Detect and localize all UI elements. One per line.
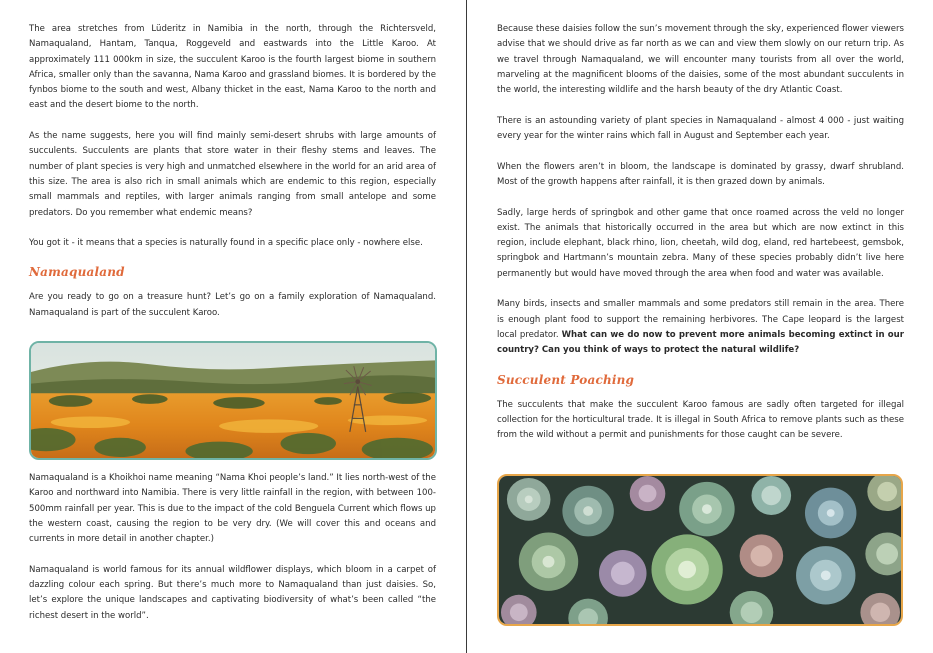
right-paragraph-extinct-animals: Sadly, large herds of springbok and other game that once roamed across the veld no longer exist. The animals that historically occurred in the area but which are now extinct in this region, include elephant, black rhino, lion, cheetah, wild dog, eland, red hartebeest, gemsbok, springbok and Hartmann’s mountain zebra. Many of these species probably didn’t live here permanently but would have moved through the area when food and water was available.: [497, 207, 904, 279]
right-paragraph-predators: [497, 297, 904, 358]
left-paragraph-wildflowers: Namaqualand is world famous for its annual wildflower displays, which bloom in a carpet of dazzling colour each spring. But there’s much more to Namaqualand than just daisies. So, let’s explore the unique landscapes and captivating biodiversity of what’s been called “the richest desert in the world”.: [29, 564, 436, 621]
photo-namaqualand-field: [29, 341, 437, 460]
daisy-field-windmill-image: [31, 343, 435, 458]
left-paragraph-succulents: As the name suggests, here you will find mainly semi-desert shrubs with large amounts of succulents. Succulents are plants that store water in their fleshy stems and leaves. The number of plant species is very high and unmatched elsewhere in the world for an arid area of this size. The area is also rich in small animals which are endemic to this region, especially small mammals and reptiles, with larger animals ranging from small antelope and some predators. Do you remember what endemic means?: [29, 131, 436, 218]
succulent-cluster-image: [499, 476, 901, 624]
left-paragraph-treasure-hunt: Are you ready to go on a treasure hunt? Let’s go on a family exploration of Namaqualand. Namaqualand is part of the succulent Karoo.: [29, 292, 436, 318]
predators-text: Many birds, insects and smaller mammals and some predators still remain in the area. There is enough plant food to support the remaining herbivores. The Cape leopard is the largest local predator.: [497, 299, 904, 340]
photo-succulents: [497, 474, 903, 626]
left-paragraph-khoikhoi: Namaqualand is a Khoikhoi name meaning “Nama Khoi people’s land.” It lies north-west of the Karoo and northward into Namibia. There is very little rainfall in the region, with between 100-500mm rainfall per year. This is due to the impact of the cold Benguela Current which flows up the western coast, causing the region to be very dry. (We will cover this and oceans and currents in more detail in another chapter.): [29, 473, 436, 545]
heading-namaqualand: Namaqualand: [29, 265, 125, 280]
right-paragraph-shrubland: When the flowers aren’t in bloom, the landscape is dominated by grassy, dwarf shrubland. Most of the growth happens after rainfall, it is then grazed down by animals.: [497, 161, 904, 187]
right-paragraph-plant-variety: There is an astounding variety of plant species in Namaqualand - almost 4 000 - just waiting every year for the winter rains which fall in August and September each year.: [497, 115, 904, 142]
left-page-lower: [29, 471, 436, 624]
left-paragraph-endemic: You got it - it means that a species is naturally found in a specific place only - nowhere else.: [29, 238, 423, 249]
right-paragraph-poaching: The succulents that make the succulent Karoo famous are sadly often targeted for illegal collection for the horticultural trade. It is illegal in South Africa to remove plants such as these from the wild without a permit and punishments for those caught can be severe.: [497, 399, 904, 441]
protect-wildlife-question: What can we do now to prevent more animals becoming extinct in our country? Can you think of ways to protect the natural wildlife?: [497, 329, 904, 356]
left-page: [29, 22, 436, 321]
heading-succulent-poaching: Succulent Poaching: [497, 372, 635, 387]
left-paragraph-biome-extent: The area stretches from Lüderitz in Namibia in the north, through the Richtersveld, Namaqualand, Hantam, Tanqua, Roggeveld and eastwards into the Little Karoo. At approximately 111 000km in size, the succulent Karoo is the fourth largest biome in southern Africa, smaller only than the savanna, Nama Karoo and grassland biomes. It is bordered by the fynbos biome to the south and west, Albany thicket in the east, Nama Karoo to the north and east and the desert biome to the north.: [29, 24, 436, 111]
page-gutter-line: [466, 0, 467, 653]
right-page: [497, 22, 904, 443]
right-paragraph-daisies: Because these daisies follow the sun’s movement through the sky, experienced flower viewers advise that we should drive as far north as we can and view them slowly on our return trip. As we travel through Namaqualand, we will encounter many tourists from all over the world, marveling at the magnificent blooms of the daisies, some of the most abundant succulents in the world, the interesting wildlife and the harsh beauty of the dry Atlantic Coast.: [497, 24, 904, 96]
